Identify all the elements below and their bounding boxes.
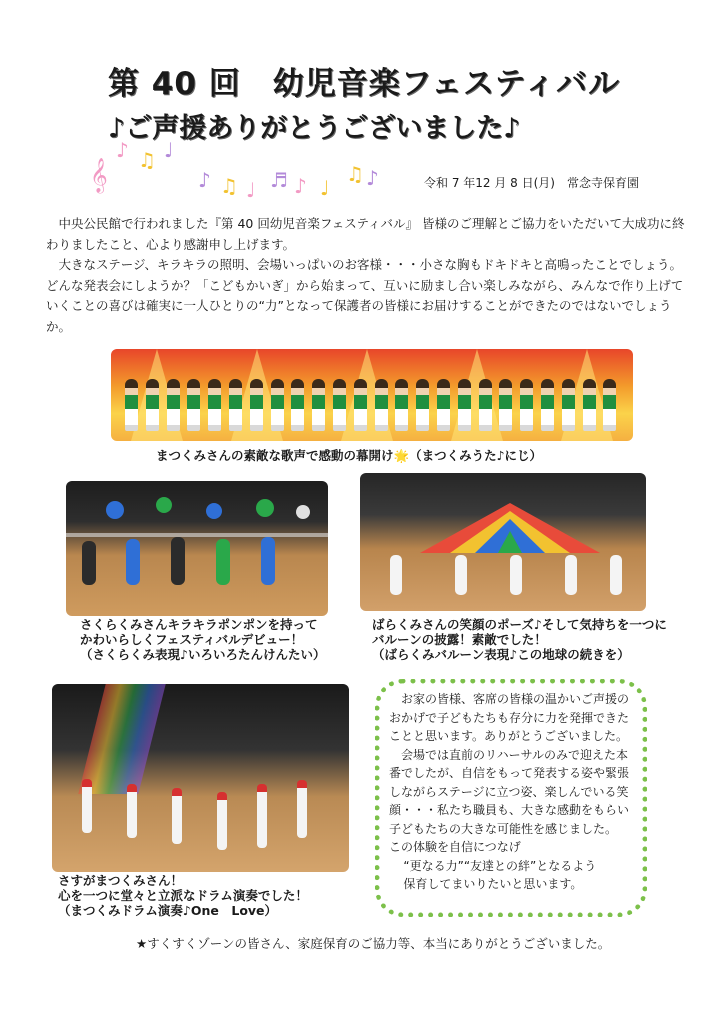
music-note-icon: ♩ [164, 138, 174, 162]
music-note-icon: ♩ [246, 178, 256, 202]
pompom-caption [80, 617, 325, 662]
choir-caption: まつくみさんの素敵な歌声で感動の幕開け🌟（まつくみうた♪にじ） [156, 448, 543, 463]
intro-paragraph: 中央公民館で行われました『第 40 回幼児音楽フェスティバル』 皆様のご理解とご協力をいただいて大成功に終わりましたこと、心より感謝申し上げます。 [46, 216, 685, 252]
singer-figure [499, 379, 512, 431]
footer-thanks: ★すくすくゾーンの皆さん、家庭保育のご協力等、本当にありがとうございました。 [136, 936, 611, 951]
message-line: この体験を自信につなげ [389, 840, 521, 854]
singer-figure [146, 379, 159, 431]
singer-figure [333, 379, 346, 431]
singer-figure [562, 379, 575, 431]
music-note-icon: ♫ [346, 162, 364, 186]
music-note-icon: ♫ [138, 148, 156, 172]
music-note-icon: ♪ [366, 166, 379, 190]
singer-figure [416, 379, 429, 431]
newsletter-subtitle: ♪ご声援ありがとうございました♪ [108, 113, 521, 144]
singer-figure [250, 379, 263, 431]
singer-figure [375, 379, 388, 431]
drum-performance-photo [52, 684, 349, 872]
singer-figure [187, 379, 200, 431]
singer-figure [437, 379, 450, 431]
caption-line: （さくらくみ表現♪いろいろたんけんたい） [80, 647, 326, 662]
parachute-balloon-photo [360, 473, 646, 611]
singer-figure [229, 379, 242, 431]
singer-figure [208, 379, 221, 431]
message-paragraph: 会場では直前のリハーサルのみで迎えた本番でしたが、自信をもって発表する姿や緊張しながらステージに立つ姿、楽しんでいる笑顔・・・私たち職員も、大きな感動をもらい子どもたちの大きな可能性を感じました。 [389, 747, 630, 836]
choir-photo [111, 349, 633, 441]
singer-figure [583, 379, 596, 431]
caption-line: （まつくみドラム演奏♪One Love） [58, 903, 278, 918]
singer-figure [603, 379, 616, 431]
music-note-icon: ♪ [198, 168, 211, 192]
music-notes-decoration [90, 138, 380, 202]
intro-paragraph: 大きなステージ、キラキラの照明、会場いっぱいのお客様・・・小さな胸もドキドキと高鳴ったことでしょう。どんな発表会にしようか？「こどもかいぎ」から始まって、互いに励まし合い楽しみながら、みんなで作り上げていくことの喜びは確実に一人ひとりの“力”となって保護者の皆様にお届けすることができたのではないでしょうか。 [46, 257, 684, 334]
singer-figure [354, 379, 367, 431]
music-note-icon: ♫ [220, 174, 238, 198]
balloon-caption [372, 617, 667, 662]
music-note-icon: ♬ [270, 168, 288, 192]
music-note-icon: ♪ [116, 138, 129, 162]
singer-figure [520, 379, 533, 431]
singer-figure [271, 379, 284, 431]
singer-figure [541, 379, 554, 431]
caption-line: さすがまつくみさん！ [58, 873, 184, 888]
caption-line: （ばらくみバルーン表現♪この地球の続きを） [372, 647, 630, 662]
singer-figure [312, 379, 325, 431]
singer-figure [291, 379, 304, 431]
date-and-school: 令和 7 年12 月 8 日(月) 常念寺保育園 [424, 176, 639, 190]
music-note-icon: ♩ [320, 176, 330, 200]
singer-figure [395, 379, 408, 431]
caption-line: 心を一つに堂々と立派なドラム演奏でした！ [58, 888, 308, 903]
singer-figure [479, 379, 492, 431]
thank-you-message [389, 690, 634, 894]
music-note-icon: ♪ [294, 174, 307, 198]
treble-clef-icon: 𝄞 [90, 158, 108, 193]
caption-line: さくらくみさんキラキラポンポンを持って [80, 617, 318, 632]
pompom-dance-photo [66, 481, 328, 616]
caption-line: ばらくみさんの笑顔のポーズ♪そして気持ちを一つに [372, 617, 667, 632]
message-line: 保育してまいりたいと思います。 [403, 877, 583, 891]
singer-figure [125, 379, 138, 431]
intro-text [46, 214, 686, 337]
newsletter-title: 第 40 回 幼児音楽フェスティバル [108, 66, 621, 102]
drum-caption [58, 873, 308, 918]
singer-figure [458, 379, 471, 431]
caption-line: バルーンの披露！素敵でした！ [372, 632, 547, 647]
caption-line: かわいらしくフェスティバルデビュー！ [80, 632, 304, 647]
singer-figure [167, 379, 180, 431]
message-paragraph: お家の皆様、客席の皆様の温かいご声援のおかげで子どもたちも存分に力を発揮できたことと思います。ありがとうございました。 [389, 692, 630, 743]
message-line: “更なる力”“友達との絆”となるよう [403, 858, 597, 873]
